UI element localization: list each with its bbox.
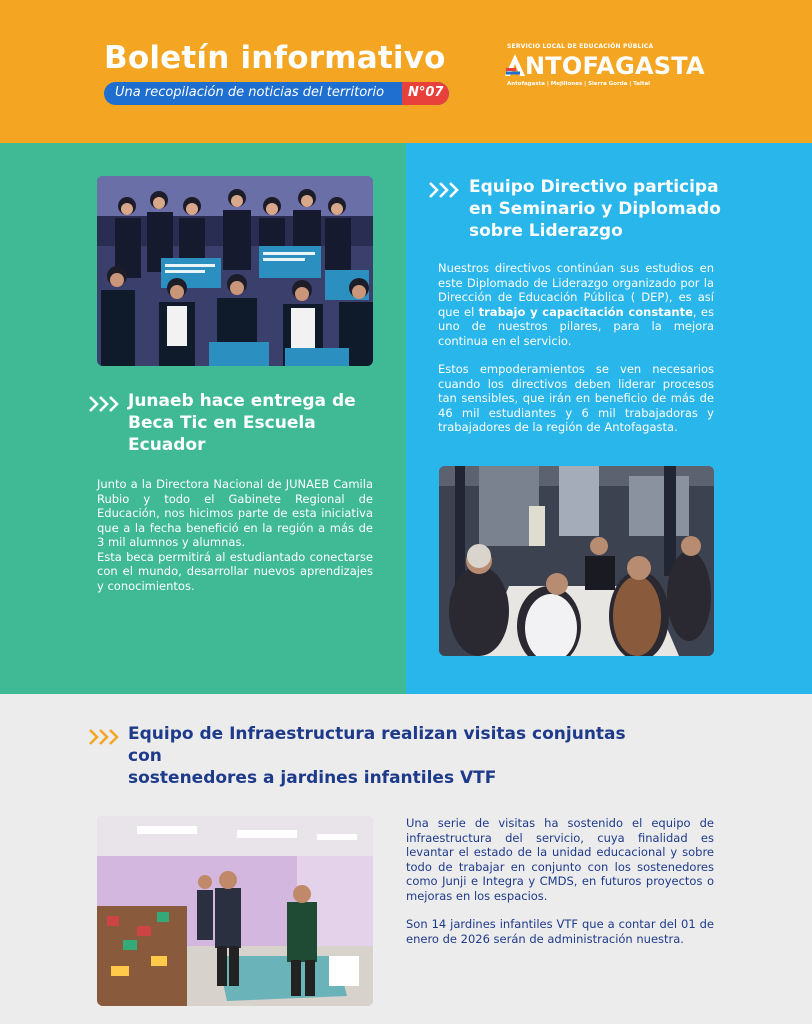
article3-body bbox=[406, 816, 714, 946]
subtitle-text: Una recopilación de noticias del territorio bbox=[115, 85, 385, 100]
logo-service-line: SERVICIO LOCAL DE EDUCACIÓN PÚBLICA bbox=[507, 43, 654, 50]
article1-heading-line: Beca Tic en Escuela bbox=[128, 413, 316, 433]
article1-heading-line: Ecuador bbox=[128, 435, 206, 455]
article2-paragraph: Estos empoderamientos se ven necesarios cuando los directivos deben liderar procesos tan sensibles, que irán en beneficio de más de 46 mil estudiantes y 6 mil trabajadoras y trabajadores de la región de Antofagasta. bbox=[438, 362, 714, 434]
seminar-photo bbox=[439, 466, 714, 656]
article3-heading bbox=[128, 723, 648, 789]
article2-text: Nuestros directivos continúan sus estudios en este Diplomado de Liderazgo organizado por la Dirección de Educación Pública ( DEP), es así que el bbox=[438, 261, 714, 319]
bulletin-title: Boletín informativo bbox=[104, 40, 446, 76]
article3-paragraph: Una serie de visitas ha sostenido el equipo de infraestructura del servicio, cuya finalidad es levantar el estado de la unidad educacional y sobre todo de trabajar en conjunto con los sostenedores como Junji e Integra y CMDS, en futuros proyectos o mejoras en los espacios. bbox=[406, 816, 714, 903]
antofagasta-logo-mark-icon bbox=[504, 53, 526, 77]
article1-heading-line: Junaeb hace entrega de bbox=[128, 391, 356, 411]
chevrons-icon bbox=[88, 394, 120, 414]
article3-heading-line: sostenedores a jardines infantiles VTF bbox=[128, 768, 497, 788]
article1-paragraph: Junto a la Directora Nacional de JUNAEB Camila Rubio y todo el Gabinete Regional de Educación, nos hicimos parte de esta iniciativa que a la fecha benefició en la región a más de 3 mil alumnos y alumnas. bbox=[97, 477, 373, 549]
article1-body bbox=[97, 477, 373, 593]
header-banner bbox=[0, 0, 812, 143]
chevrons-icon bbox=[88, 727, 120, 747]
article1-paragraph: Esta beca permitirá al estudiantado conectarse con el mundo, desarrollar nuevos aprendizajes y conocimientos. bbox=[97, 549, 373, 593]
article2-heading-line: en Seminario y Diplomado bbox=[469, 199, 721, 219]
kindergarten-photo bbox=[97, 816, 373, 1006]
article2-paragraph bbox=[438, 261, 714, 348]
article2-body bbox=[438, 261, 714, 435]
issue-number: N°07 bbox=[402, 82, 449, 105]
logo-communes-line: Antofagasta | Mejillones | Sierra Gorda | Taltal bbox=[507, 81, 651, 87]
subtitle-pill bbox=[104, 82, 449, 105]
article3-paragraph: Son 14 jardines infantiles VTF que a contar del 01 de enero de 2026 serán de administración nuestra. bbox=[406, 917, 714, 946]
article1-heading bbox=[128, 390, 368, 456]
beca-tic-photo bbox=[97, 176, 373, 366]
article2-heading bbox=[469, 176, 749, 242]
article2-text: , es uno de nuestros pilares, para la mejora continua en el servicio. bbox=[438, 304, 714, 348]
chevrons-icon bbox=[428, 180, 460, 200]
article2-heading-line: sobre Liderazgo bbox=[469, 221, 623, 241]
logo-wordmark: NTOFAGASTA bbox=[525, 52, 705, 80]
article2-heading-line: Equipo Directivo participa bbox=[469, 177, 719, 197]
article3-heading-line: Equipo de Infraestructura realizan visitas conjuntas con bbox=[128, 724, 626, 766]
article2-bold-text: trabajo y capacitación constante bbox=[478, 304, 693, 319]
